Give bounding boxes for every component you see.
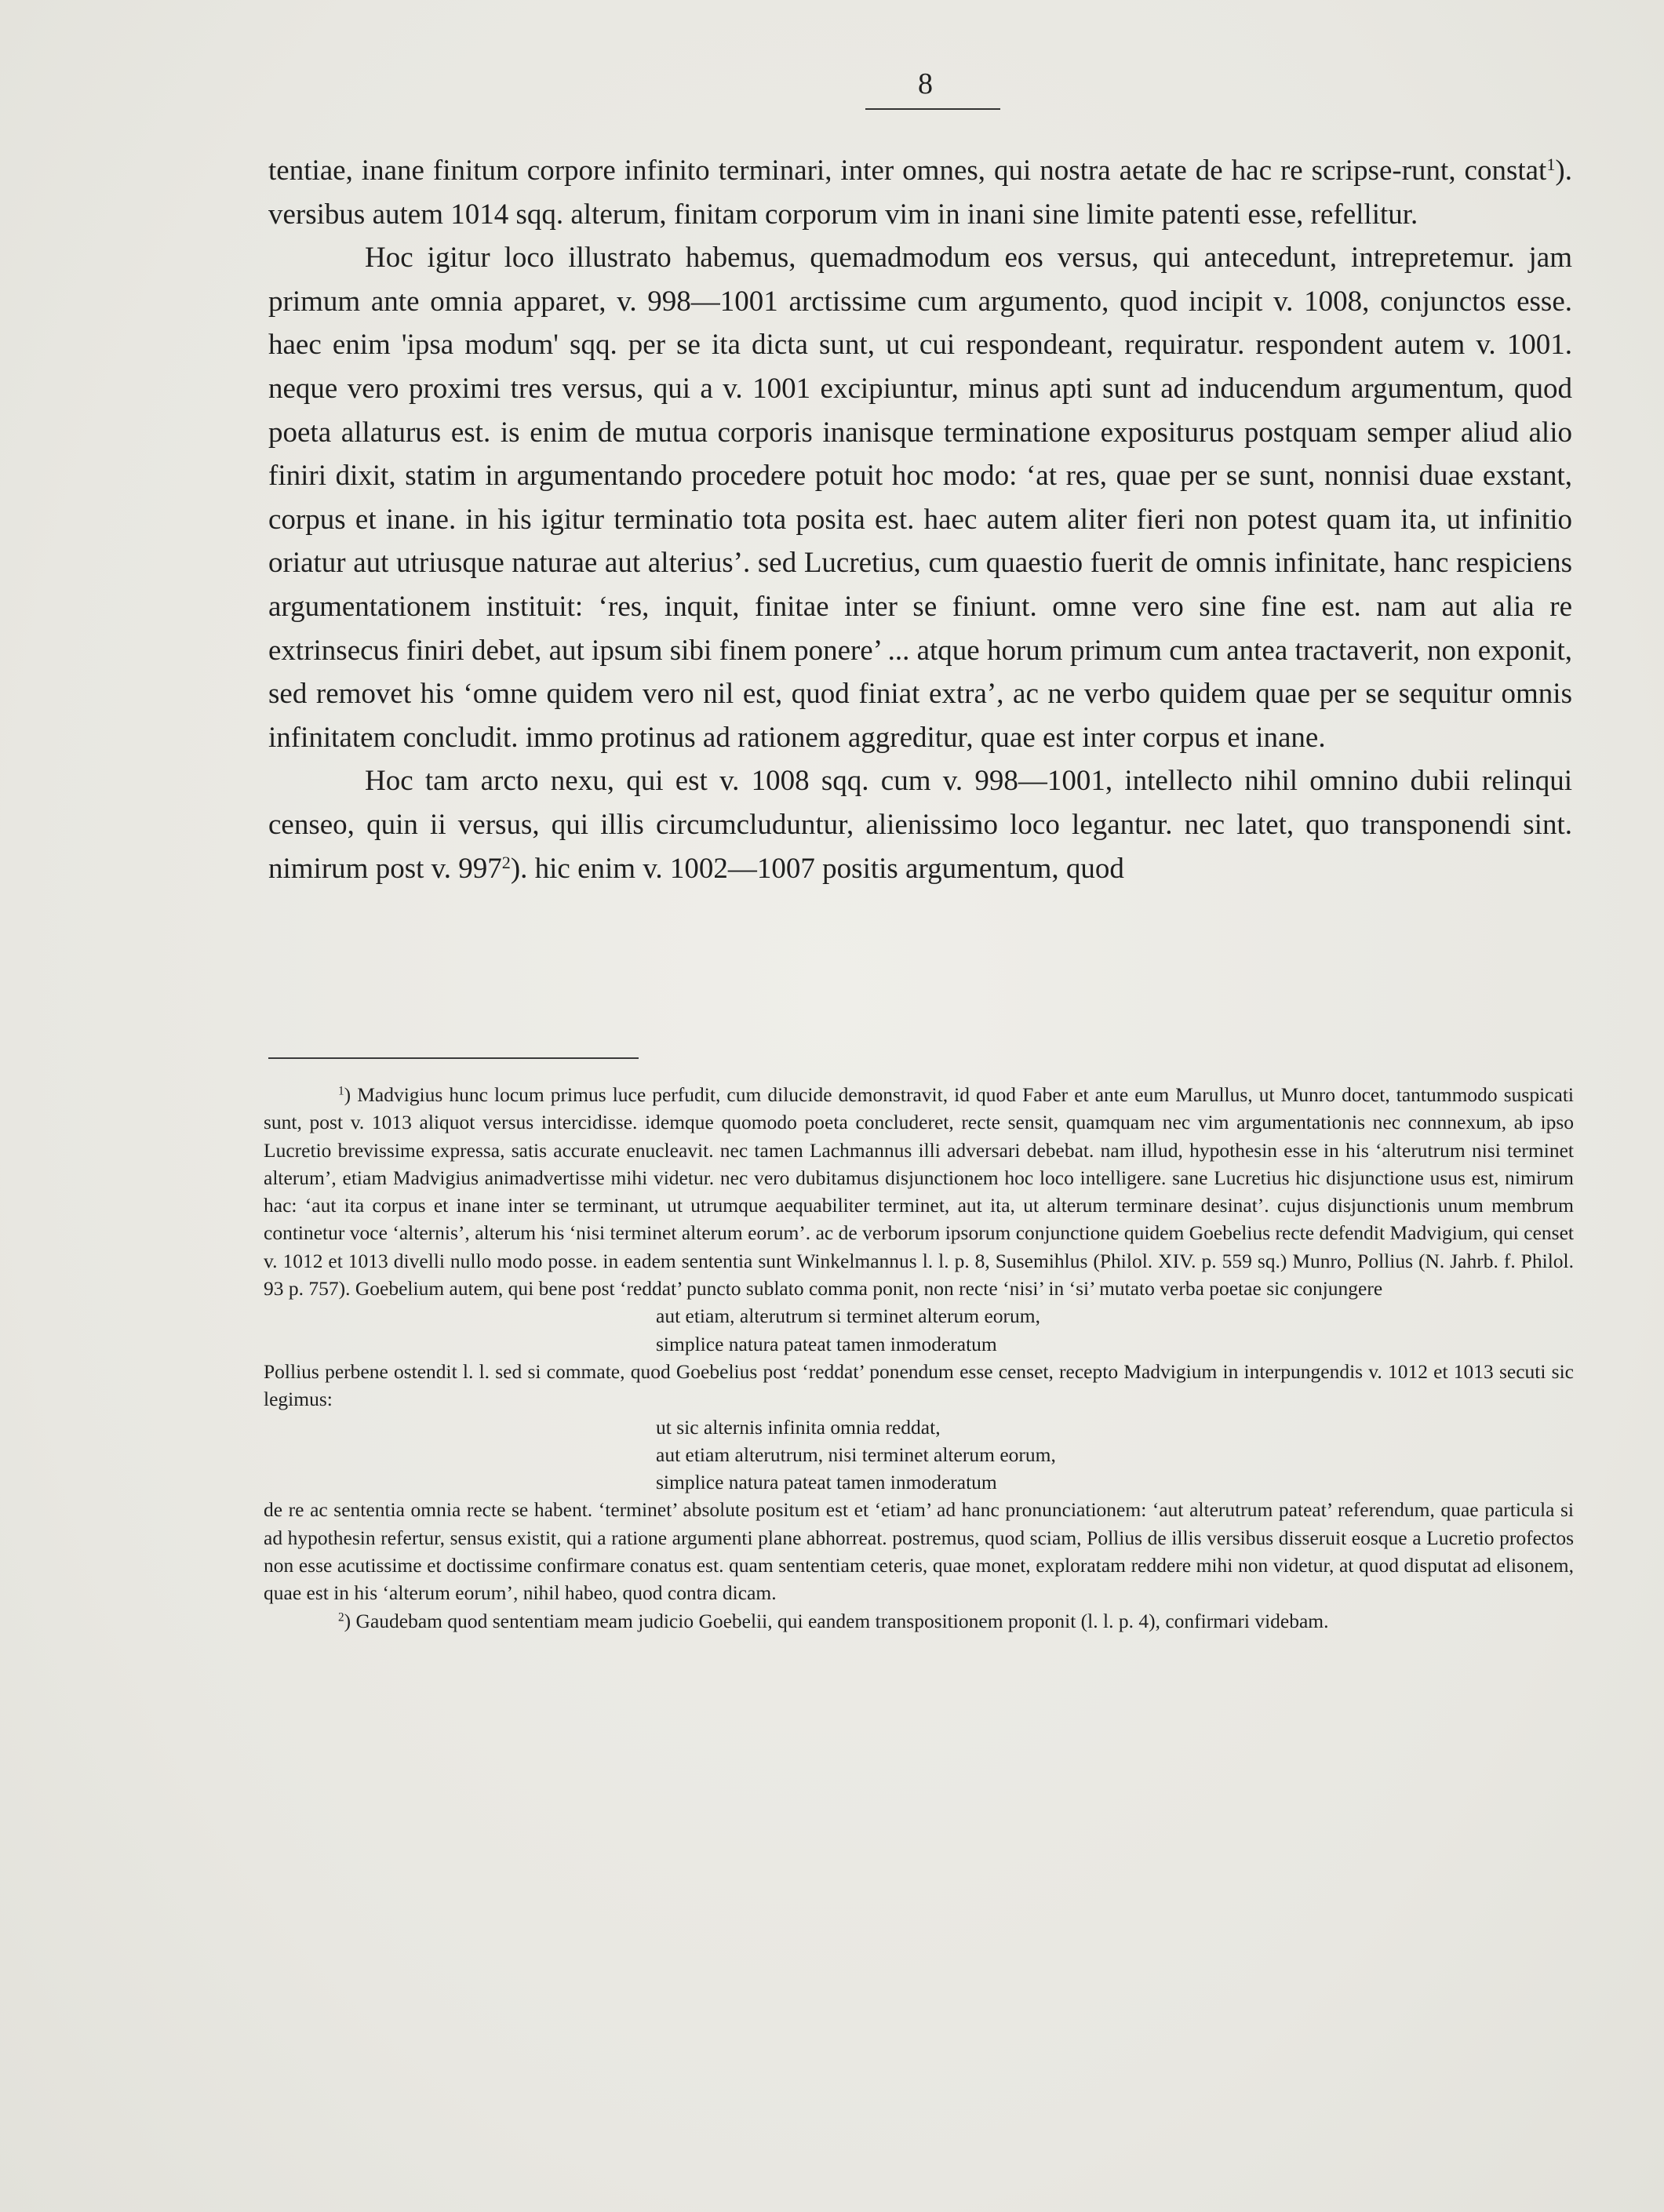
verse-quote-2	[264, 1413, 1574, 1497]
paragraph-3-text-a: Hoc tam arcto nexu, qui est v. 1008 sqq. cum v. 998—1001, intellecto nihil omnino dubii relinqui censeo, quin ii versus, qui illis circumcluduntur, alienissimo loco legantur. nec latet, quo transponendi sint. nimirum post v. 997	[268, 765, 1572, 885]
footnote-separator	[268, 1057, 639, 1059]
verse-line: aut etiam, alterutrum si terminet alterum eorum,	[656, 1304, 1041, 1328]
footnote-1-marker: 1	[338, 1084, 344, 1098]
footnote-1	[264, 1081, 1574, 1302]
page-number-rule	[865, 108, 1000, 110]
page-number: 8	[918, 67, 934, 100]
verse-line: ut sic alternis infinita omnia reddat,	[656, 1415, 941, 1439]
paragraph-1-text-a: tentiae, inane finitum corpore infinito terminari, inter omnes, qui nostra aetate de hac re scripse-runt, constat	[268, 155, 1547, 187]
verse-line: aut etiam alterutrum, nisi terminet alterum eorum,	[656, 1443, 1056, 1466]
footnote-1-continuation: Pollius perbene ostendit l. l. sed si commate, quod Goebelius post ‘reddat’ ponendum esse censet, recepto Madvigium in interpungendis v. 1012 et 1013 secuti sic legimus:	[264, 1359, 1574, 1411]
footnotes	[264, 1081, 1574, 1635]
verse-line: simplice natura pateat tamen inmoderatum	[656, 1332, 997, 1355]
paragraph-3-text-b: ). hic enim v. 1002—1007 positis argumentum, quod	[510, 852, 1124, 885]
paragraph-1	[268, 149, 1572, 236]
footnote-ref-2[interactable]: 2	[501, 852, 511, 872]
footnote-1-text: ) Madvigius hunc locum primus luce perfudit, cum dilucide demonstravit, id quod Faber et ante eum Marullus, ut Munro docet, tantummodo suspicati sunt, post v. 1013 aliquot versus intercidisse. idemque quomodo poeta concluderet, recte sensit, quamquam nec vim argumentationis nec connnexum, ab ipso Lucretio brevissime expressa, satis accurate enucleavit. nec tamen Lachmannus illi adversari debebat. nam illud, hypothesin esse in his ‘alterutrum nisi terminet alterum’, etiam Madvigius animadvertisse mihi videtur. nec vero dubitamus disjunctionem hoc loco intelligere. sane Lucretius hic disjunctione usus est, nimirum hac: ‘aut ita corpus et inane inter se terminant, ut utrumque aequabiliter terminet, aut ita, ut alterum terminare desinat’. cujus disjunctionis unum membrum continetur voce ‘alternis’, alterum his ‘nisi terminet alterum eorum’. ac de verborum ipsorum conjunctione quidem Goebelius recte defendit Madvigium, qui censet v. 1012 et 1013 divelli nullo modo posse. in eadem sententia sunt Winkelmannus l. l. p. 8, Susemihlus (Philol. XIV. p. 559 sq.) Munro, Pollius (N. Jahrb. f. Philol. 93 p. 757). Goebelium autem, qui bene post ‘reddat’ puncto sublato comma ponit, non recte ‘nisi’ in ‘si’ mutato verba poetae sic conjungere	[264, 1083, 1574, 1301]
paragraph-1-text-b: ). versibus autem 1014 sqq. alterum, finitam corporum vim in inani sine limite patenti esse, refellitur.	[268, 155, 1572, 231]
verse-line: simplice natura pateat tamen inmoderatum	[656, 1471, 997, 1494]
footnote-ref-1[interactable]: 1	[1546, 154, 1556, 174]
footnote-1-conclusion: de re ac sententia omnia recte se habent. ‘terminet’ absolute positum est et ‘etiam’ ad hanc pronunciationem: ‘aut alterutrum pateat’ referendum, quae particula si ad hypothesin refertur, sensus existit, qui a ratione argumenti plane abhorreat. postremus, quod sciam, Pollius de illis versibus disseruit eosque a Lucretio profectos non esse acutissime et doctissime confirmare conatus est. quam sententiam ceteris, quae monet, exploratam reddere mihi non videtur, at quod disputat ad elisonem, quae est in his ‘alterum eorum’, nihil habeo, quod contra dicam.	[264, 1498, 1574, 1605]
paragraph-2: Hoc igitur loco illustrato habemus, quemadmodum eos versus, qui antecedunt, intrepretemur. jam primum ante omnia apparet, v. 998—1001 arctissime cum argumento, quod incipit v. 1008, conjunctos esse. haec enim 'ipsa modum' sqq. per se ita dicta sunt, ut cui respondeant, requiratur. respondent autem v. 1001. neque vero proximi tres versus, qui a v. 1001 excipiuntur, minus apti sunt ad inducendum argumentum, quod poeta allaturus est. is enim de mutua corporis inanisque terminatione expositurus postquam semper aliud alio finiri dixit, statim in argumentando procedere potuit hoc modo: ‘at res, quae per se sunt, nonnisi duae exstant, corpus et inane. in his igitur terminatio tota posita est. haec autem aliter fieri non potest quam ita, ut infinitio oriatur aut utriusque naturae aut alterius’. sed Lucretius, cum quaestio fuerit de omnis infinitate, hanc respiciens argumentationem instituit: ‘res, inquit, finitae inter se finiunt. omne vero sine fine est. nam aut alia re extrinsecus finiri debet, aut ipsum sibi finem ponere’ ... atque horum primum cum antea tractaverit, non exponit, sed removet his ‘omne quidem vero nil est, quod finiat extra’, ac ne verbo quidem quae per se sequitur omnis infinitatem concludit. immo protinus ad rationem aggreditur, quae est inter corpus et inane.	[268, 242, 1572, 754]
footnote-2-text: ) Gaudebam quod sententiam meam judicio Goebelii, qui eandem transpositionem proponit (l. l. p. 4), confirmari videbam.	[344, 1609, 1329, 1632]
main-text	[268, 149, 1572, 890]
paragraph-3	[268, 759, 1572, 890]
verse-quote-1	[264, 1302, 1574, 1358]
footnote-2-marker: 2	[338, 1610, 344, 1624]
footnote-2	[264, 1607, 1574, 1635]
